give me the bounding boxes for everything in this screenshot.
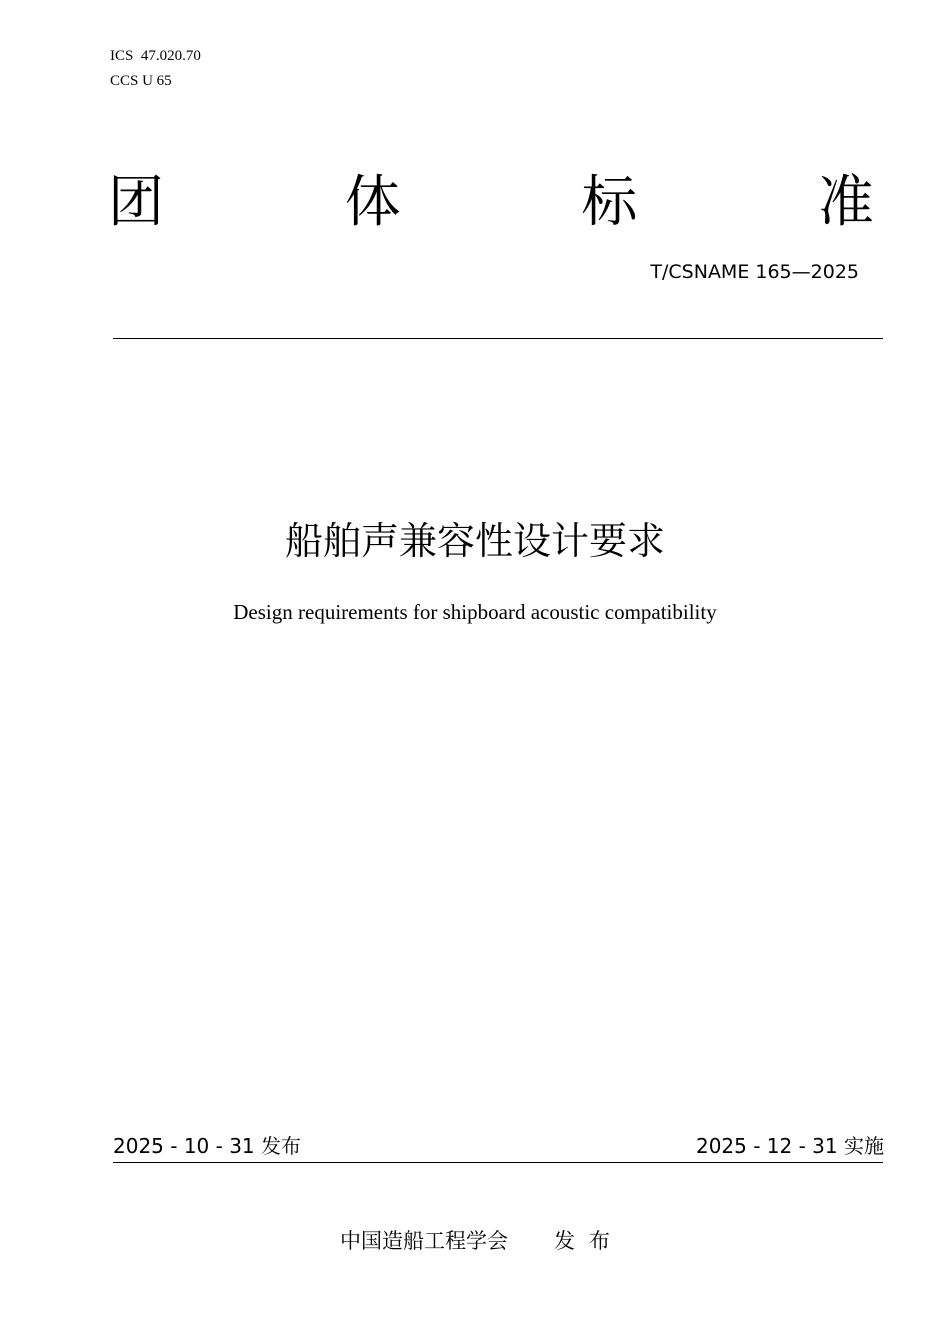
publisher-action-2: 布: [589, 1229, 610, 1253]
publisher-action-1: 发: [554, 1229, 575, 1253]
category-char-4: 准: [817, 170, 874, 235]
publisher-line: [0, 1227, 950, 1255]
category-char-2: 体: [344, 170, 401, 235]
implement-date: 2025 - 12 - 31 实施: [695, 1134, 884, 1158]
publisher-name: 中国造船工程学会: [340, 1229, 508, 1253]
category-char-3: 标: [581, 170, 638, 235]
bottom-divider: [113, 1162, 883, 1163]
title-english: Design requirements for shipboard acoustic compatibility: [233, 600, 717, 624]
document-category: [108, 170, 874, 236]
title-chinese: 船舶声兼容性设计要求: [284, 519, 665, 563]
category-char-1: 团: [108, 170, 164, 235]
top-divider: [113, 338, 883, 339]
ccs-code: CCS U 65: [110, 73, 172, 89]
ics-code: ICS 47.020.70: [110, 48, 201, 64]
standard-number: T/CSNAME 165—2025: [650, 261, 859, 283]
publish-date: 2025 - 10 - 31 发布: [113, 1134, 302, 1158]
